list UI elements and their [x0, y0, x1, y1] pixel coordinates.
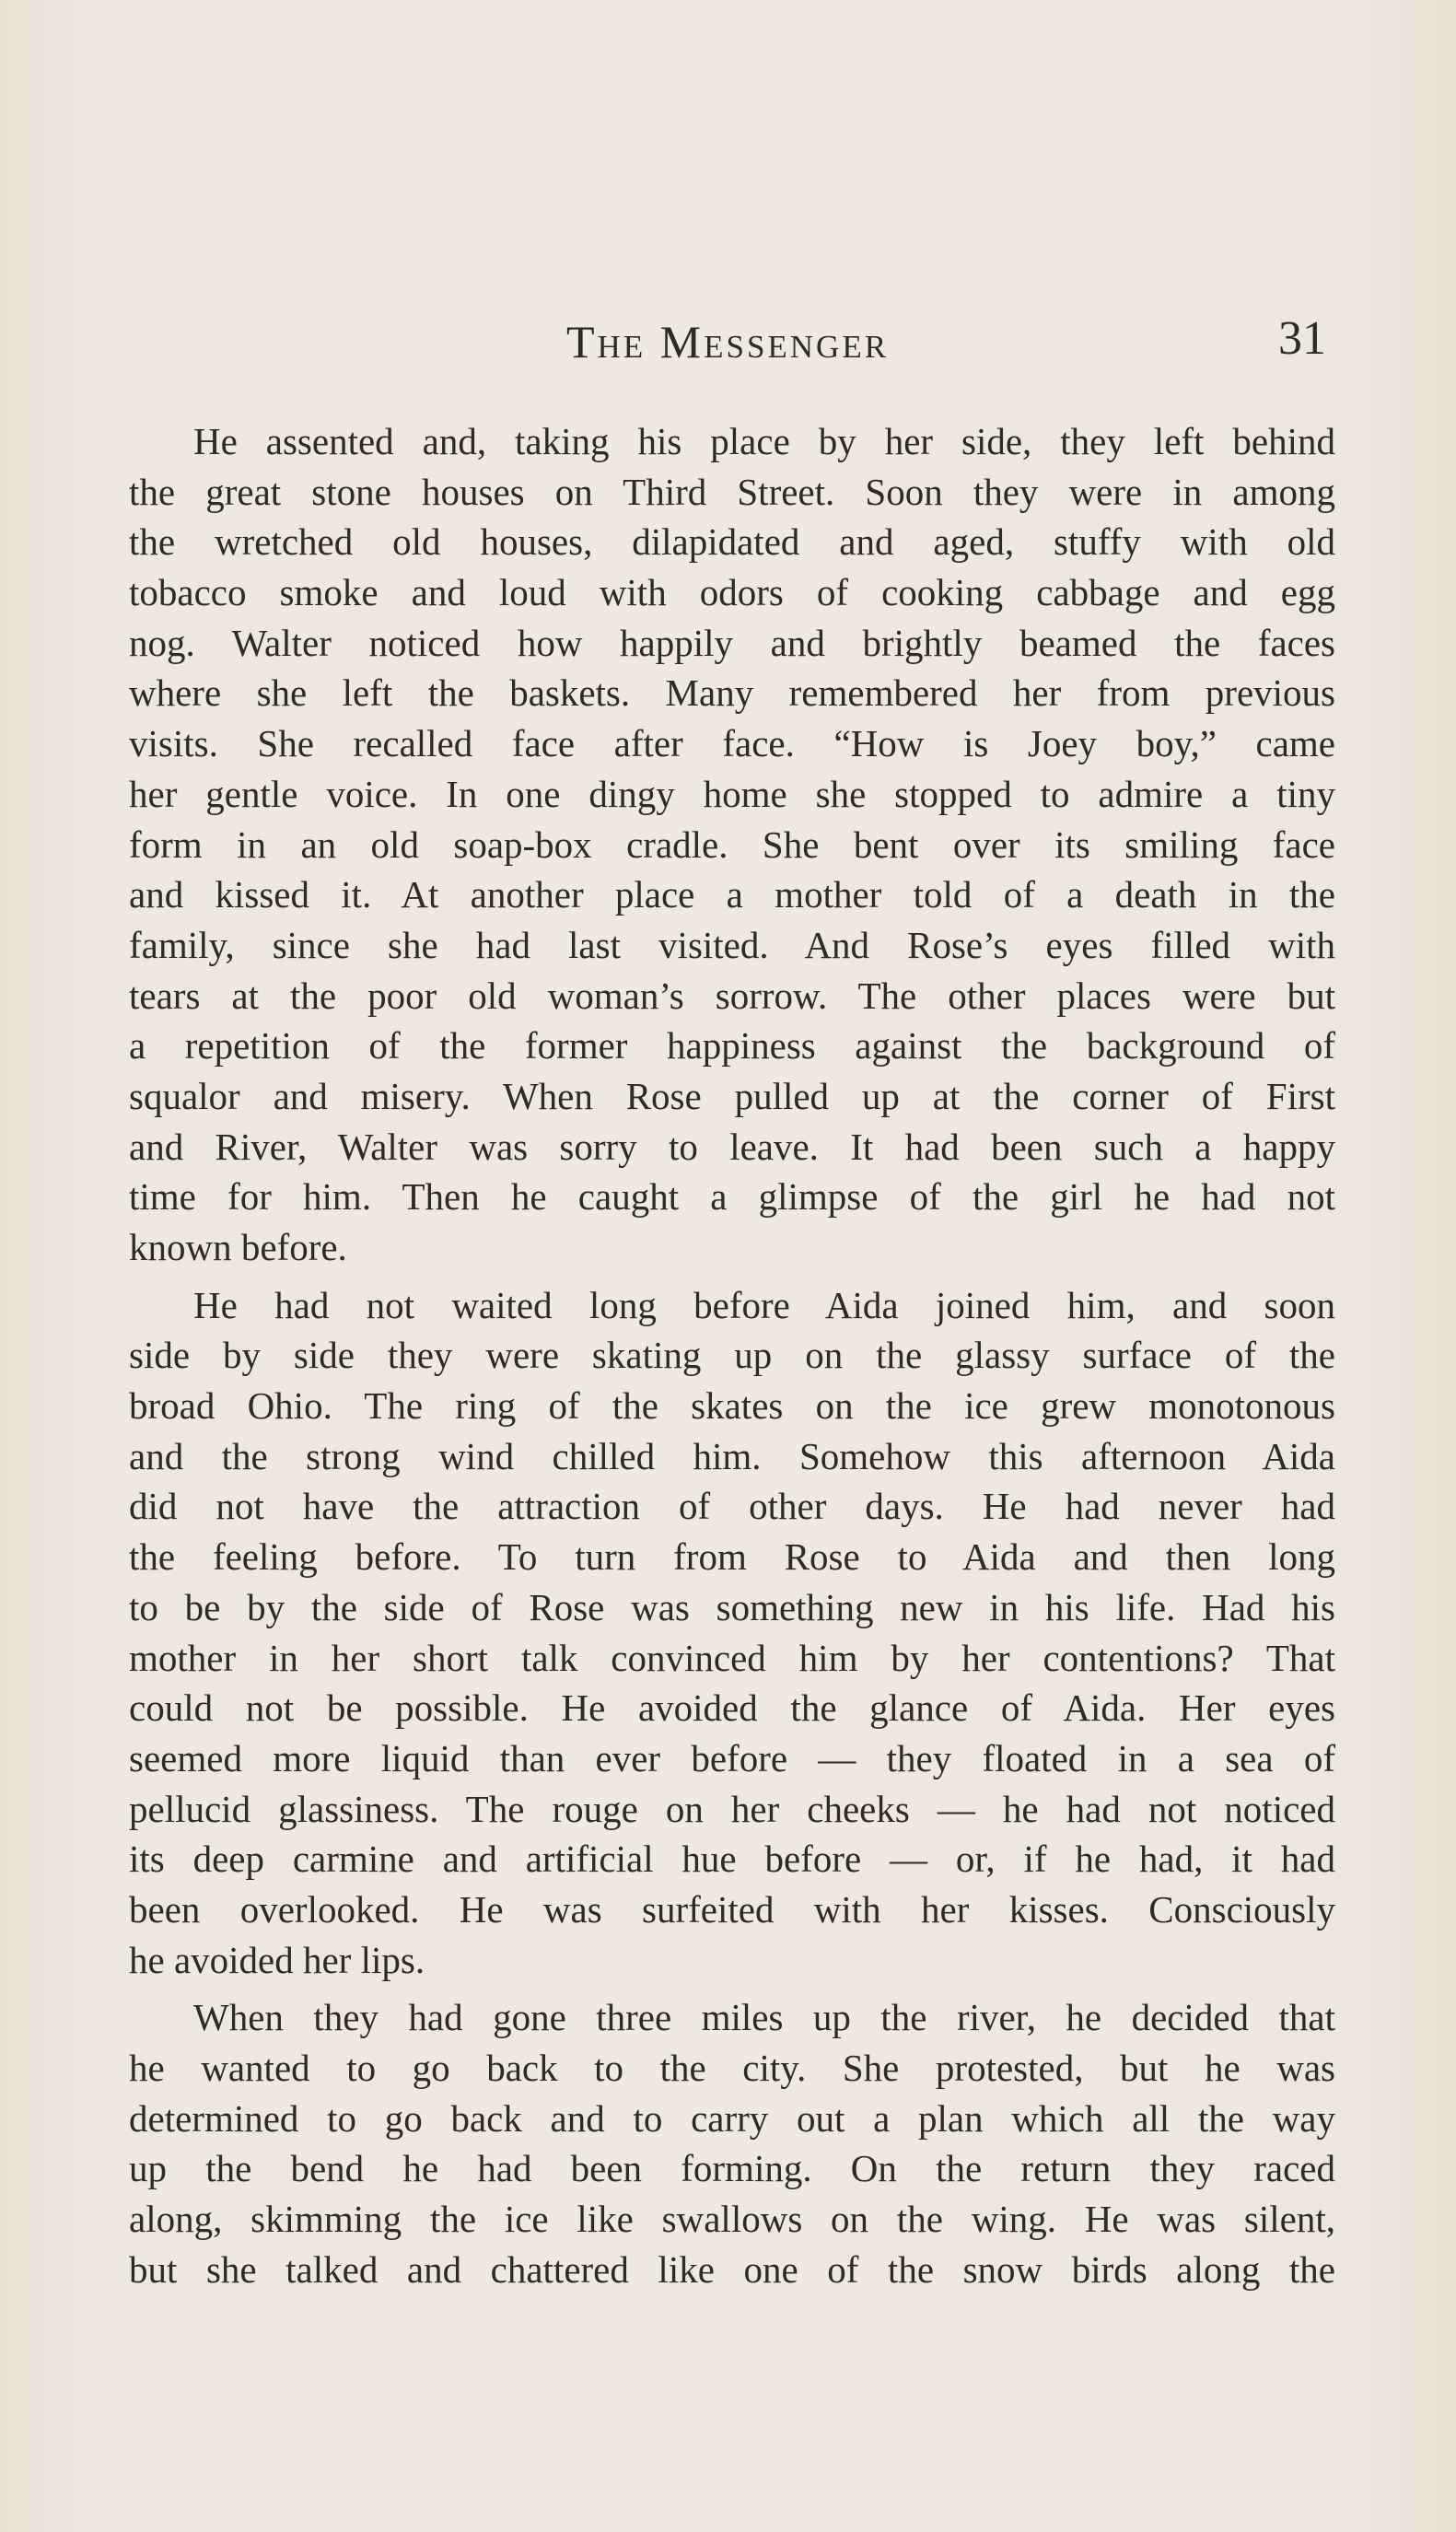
text-line: He assented and, taking his place by her side, they left behind — [193, 420, 1335, 462]
text-line: known before. — [129, 1226, 347, 1268]
text-line: nog. Walter noticed how happily and brightly beamed the faces — [129, 621, 1335, 664]
text-line: could not be possible. He avoided the glance of Aida. Her eyes — [129, 1686, 1335, 1730]
text-line: tears at the poor old woman’s sorrow. The other places were but — [129, 974, 1335, 1017]
text-line: side by side they were skating up on the glassy surface of the — [129, 1334, 1335, 1377]
text-line: When they had gone three miles up the river, he decided that — [193, 1996, 1335, 2039]
text-line: visits. She recalled face after face. “How is Joey boy,” came — [129, 722, 1335, 765]
text-line: the great stone houses on Third Street. Soon they were in among — [129, 470, 1335, 513]
text-line: he avoided her lips. — [129, 1938, 425, 1981]
text-line: family, since she had last visited. And Rose’s eyes filled with — [129, 923, 1335, 966]
text-line: broad Ohio. The ring of the skates on the ice grew monotonous — [129, 1384, 1335, 1428]
body-text — [129, 416, 1335, 2294]
text-line: he wanted to go back to the city. She protested, but he was — [129, 2047, 1335, 2089]
paragraph — [129, 1992, 1335, 2294]
text-line: the feeling before. To turn from Rose to Aida and then long — [129, 1535, 1335, 1579]
text-line: along, skimming the ice like swallows on the wing. He was silent, — [129, 2198, 1335, 2241]
text-line: determined to go back and to carry out a plan which all the way — [129, 2096, 1335, 2140]
text-line: did not have the attraction of other days. He had never had — [129, 1485, 1335, 1528]
text-line: but she talked and chattered like one of the snow birds along the — [129, 2247, 1335, 2291]
text-line: pellucid glassiness. The rouge on her cheeks — he had not noticed — [129, 1787, 1335, 1830]
text-line: the wretched old houses, dilapidated and aged, stuffy with old — [129, 520, 1335, 564]
text-line: where she left the baskets. Many remembered her from previous — [129, 671, 1335, 715]
text-line: and kissed it. At another place a mother told of a death in the — [129, 873, 1335, 916]
page-header — [129, 312, 1326, 379]
text-line: to be by the side of Rose was something new in his life. Had his — [129, 1585, 1335, 1628]
text-line: its deep carmine and artificial hue before — or, if he had, it had — [129, 1838, 1335, 1881]
paragraph — [129, 416, 1335, 1273]
text-line: mother in her short talk convinced him by her contentions? That — [129, 1636, 1335, 1679]
text-line: a repetition of the former happiness against the background of — [129, 1024, 1335, 1068]
text-line: up the bend he had been forming. On the return they raced — [129, 2147, 1335, 2190]
text-line: seemed more liquid than ever before — they floated in a sea of — [129, 1736, 1335, 1779]
paragraph — [129, 1280, 1335, 1986]
running-title: The Messenger — [565, 316, 890, 368]
text-line: He had not waited long before Aida joined him, and soon — [193, 1283, 1335, 1326]
text-line: form in an old soap-box cradle. She bent over its smiling face — [129, 823, 1335, 866]
text-line: tobacco smoke and loud with odors of cooking cabbage and egg — [129, 571, 1335, 614]
text-line: her gentle voice. In one dingy home she stopped to admire a tiny — [129, 772, 1335, 815]
text-line: been overlooked. He was surfeited with her kisses. Consciously — [129, 1887, 1335, 1931]
text-line: and the strong wind chilled him. Somehow this afternoon Aida — [129, 1434, 1335, 1477]
text-line: time for him. Then he caught a glimpse of the girl he had not — [129, 1175, 1335, 1219]
text-line: squalor and misery. When Rose pulled up at the corner of First — [129, 1074, 1335, 1117]
page-number: 31 — [1278, 312, 1326, 365]
text-line: and River, Walter was sorry to leave. It had been such a happy — [129, 1125, 1335, 1168]
